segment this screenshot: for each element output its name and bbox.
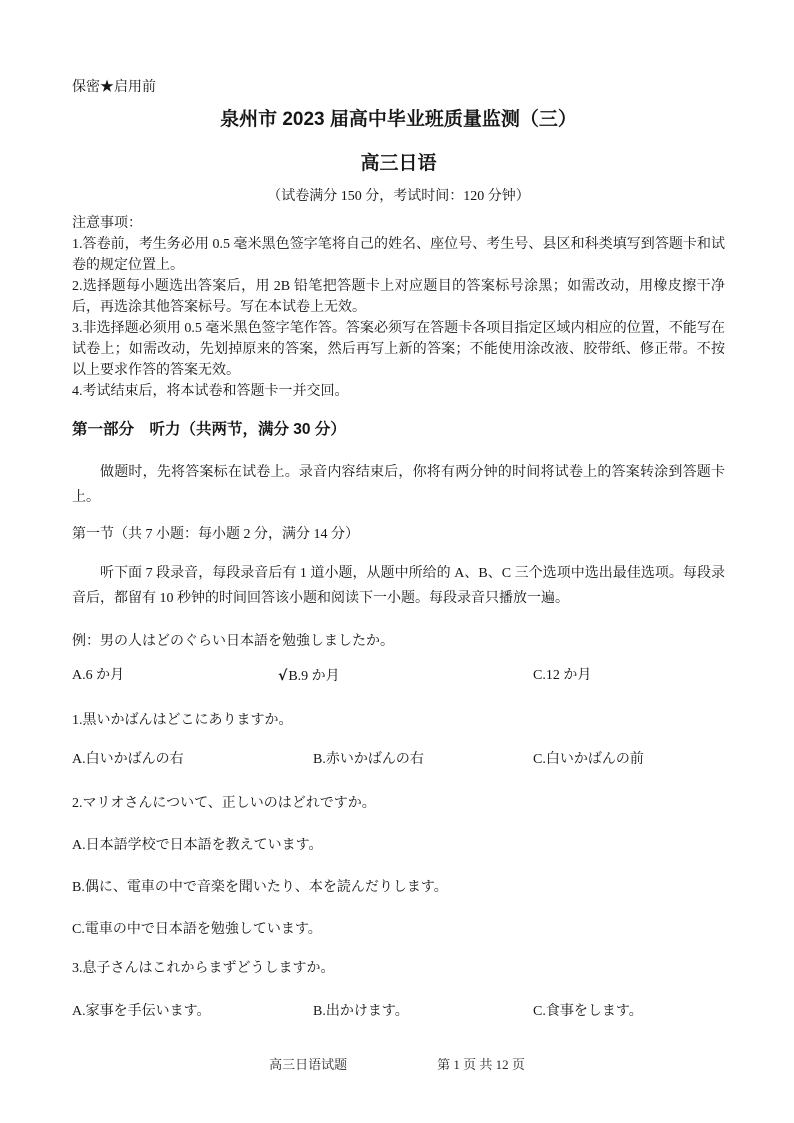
section1-heading: 第一节（共 7 小题：每小题 2 分，满分 14 分） [72, 527, 359, 542]
notice-heading: 注意事项： [72, 216, 142, 231]
question-2-option-a: A.日本語学校で日本語を教えています。 [72, 838, 323, 853]
notice-item-1: 1.答卷前，考生务必用 0.5 毫米黑色签字笔将自己的姓名、座位号、考生号、县区和科类填写到答题卡和试卷的规定位置上。 [72, 237, 725, 273]
question-1-option-b: B.赤いかばんの右 [313, 752, 424, 767]
question-3-options-row [72, 1002, 725, 1022]
question-3-option-a: A.家事を手伝います。 [72, 1004, 211, 1019]
exam-title: 泉州市 2023 届高中毕业班质量监测（三） [220, 109, 577, 130]
example-options-row [72, 666, 725, 687]
example-option-b-label: B.9 か月 [288, 669, 340, 684]
example-option-b-checked [278, 666, 533, 687]
footer-doc-label: 高三日语试题 [269, 1057, 348, 1072]
example-question: 例：男の人はどのぐらい日本語を勉強しましたか。 [72, 634, 394, 649]
question-3-option-b: B.出かけます。 [313, 1004, 409, 1019]
question-2: 2.マリオさんについて、正しいのはどれですか。 [72, 796, 376, 811]
question-1: 1.黒いかばんはどこにありますか。 [72, 713, 293, 728]
part1-heading: 第一部分 听力（共两节，满分 30 分） [72, 421, 346, 438]
question-1-option-c: C.白いかばんの前 [533, 752, 644, 767]
question-1-option-a: A.白いかばんの右 [72, 752, 184, 767]
notice-section [72, 213, 725, 402]
section1-instructions: 听下面 7 段录音，每段录音后有 1 道小题，从题中所给的 A、B、C 三个选项中选出最佳选项。每段录音后，都留有 10 秒钟的时间回答该小题和阅读下一小题。每段录音只播放一遍。 [72, 566, 725, 606]
notice-item-2: 2.选择题每小题选出答案后，用 2B 铅笔把答题卡上对应题目的答案标号涂黑；如需改动，用橡皮擦干净后，再选涂其他答案标号。写在本试卷上无效。 [72, 279, 725, 315]
question-2-option-b: B.偶に、電車の中で音楽を聞いたり、本を読んだりします。 [72, 880, 448, 895]
exam-info-line: （试卷满分 150 分，考试时间：120 分钟） [267, 189, 530, 204]
question-1-options-row [72, 750, 725, 770]
example-option-a: A.6 か月 [72, 668, 125, 683]
question-3-option-c: C.食事をします。 [533, 1004, 643, 1019]
notice-item-4: 4.考试结束后，将本试卷和答题卡一并交回。 [72, 384, 349, 399]
security-label: 保密★启用前 [72, 80, 156, 95]
question-2-option-c: C.電車の中で日本語を勉強しています。 [72, 922, 322, 937]
notice-item-3: 3.非选择题必须用 0.5 毫米黑色签字笔作答。答案必须写在答题卡各项目指定区域内相应的位置，不能写在试卷上；如需改动，先划掉原来的答案，然后再写上新的答案；不能使用涂改液、胶带纸、修正带。不按以上要求作答的答案无效。 [72, 321, 725, 378]
footer-page-number: 第 1 页 共 12 页 [437, 1057, 525, 1072]
check-mark-icon: √ [278, 668, 288, 684]
example-option-c: C.12 か月 [533, 668, 592, 683]
exam-subject-title: 高三日语 [360, 153, 437, 174]
question-3: 3.息子さんはこれからまずどうしますか。 [72, 961, 335, 976]
part1-intro: 做题时，先将答案标在试卷上。录音内容结束后，你将有两分钟的时间将试卷上的答案转涂到答题卡上。 [72, 465, 725, 505]
page-footer [0, 1056, 794, 1074]
